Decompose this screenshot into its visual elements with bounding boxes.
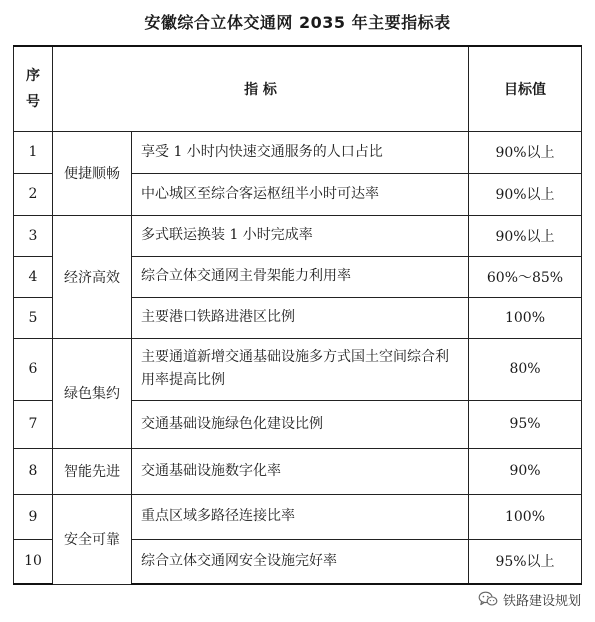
row-number: 8 xyxy=(14,448,53,494)
indicator-cell: 享受 1 小时内快速交通服务的人口占比 xyxy=(132,131,469,173)
source-watermark xyxy=(478,588,581,610)
target-cell: 80% xyxy=(469,338,582,400)
wechat-icon xyxy=(478,591,498,607)
header-serial-line-1: 序 xyxy=(26,67,40,84)
header-serial-number xyxy=(14,46,53,131)
target-cell: 100% xyxy=(469,494,582,539)
indicator-cell: 主要通道新增交通基础设施多方式国土空间综合利用率提高比例 xyxy=(132,338,469,400)
table-row xyxy=(14,448,582,494)
category-cell: 经济高效 xyxy=(53,215,132,338)
indicator-cell: 综合立体交通网主骨架能力利用率 xyxy=(132,256,469,297)
table-body xyxy=(14,131,582,584)
indicator-cell: 主要港口铁路进港区比例 xyxy=(132,297,469,338)
row-number: 6 xyxy=(14,338,53,400)
row-number: 3 xyxy=(14,215,53,256)
header-indicator: 指 标 xyxy=(53,46,469,131)
row-number: 2 xyxy=(14,173,53,215)
table-row xyxy=(14,338,582,400)
table-header xyxy=(14,46,582,131)
indicator-cell: 多式联运换装 1 小时完成率 xyxy=(132,215,469,256)
header-row xyxy=(14,46,582,131)
category-cell: 绿色集约 xyxy=(53,338,132,448)
page-title: 安徽综合立体交通网 2035 年主要指标表 xyxy=(144,13,451,32)
row-number: 10 xyxy=(14,539,53,584)
row-number: 7 xyxy=(14,400,53,448)
row-number: 1 xyxy=(14,131,53,173)
target-cell: 100% xyxy=(469,297,582,338)
target-cell: 90% xyxy=(469,448,582,494)
row-number: 5 xyxy=(14,297,53,338)
indicator-table xyxy=(13,45,582,585)
table-row xyxy=(14,494,582,539)
header-serial-line-2: 号 xyxy=(26,93,40,110)
row-number: 9 xyxy=(14,494,53,539)
indicator-cell: 中心城区至综合客运枢纽半小时可达率 xyxy=(132,173,469,215)
target-cell: 90%以上 xyxy=(469,131,582,173)
target-cell: 90%以上 xyxy=(469,215,582,256)
row-number: 4 xyxy=(14,256,53,297)
target-cell: 95% xyxy=(469,400,582,448)
category-cell: 便捷顺畅 xyxy=(53,131,132,215)
table-row xyxy=(14,131,582,173)
indicator-cell: 交通基础设施绿色化建设比例 xyxy=(132,400,469,448)
target-cell: 90%以上 xyxy=(469,173,582,215)
header-target-value: 目标值 xyxy=(469,46,582,131)
watermark-text: 铁路建设规划 xyxy=(502,593,581,609)
indicator-cell: 交通基础设施数字化率 xyxy=(132,448,469,494)
category-cell: 安全可靠 xyxy=(53,494,132,584)
target-cell: 60%～85% xyxy=(469,256,582,297)
indicator-cell: 综合立体交通网安全设施完好率 xyxy=(132,539,469,584)
indicator-cell: 重点区域多路径连接比率 xyxy=(132,494,469,539)
table-row xyxy=(14,215,582,256)
category-cell: 智能先进 xyxy=(53,448,132,494)
target-cell: 95%以上 xyxy=(469,539,582,584)
